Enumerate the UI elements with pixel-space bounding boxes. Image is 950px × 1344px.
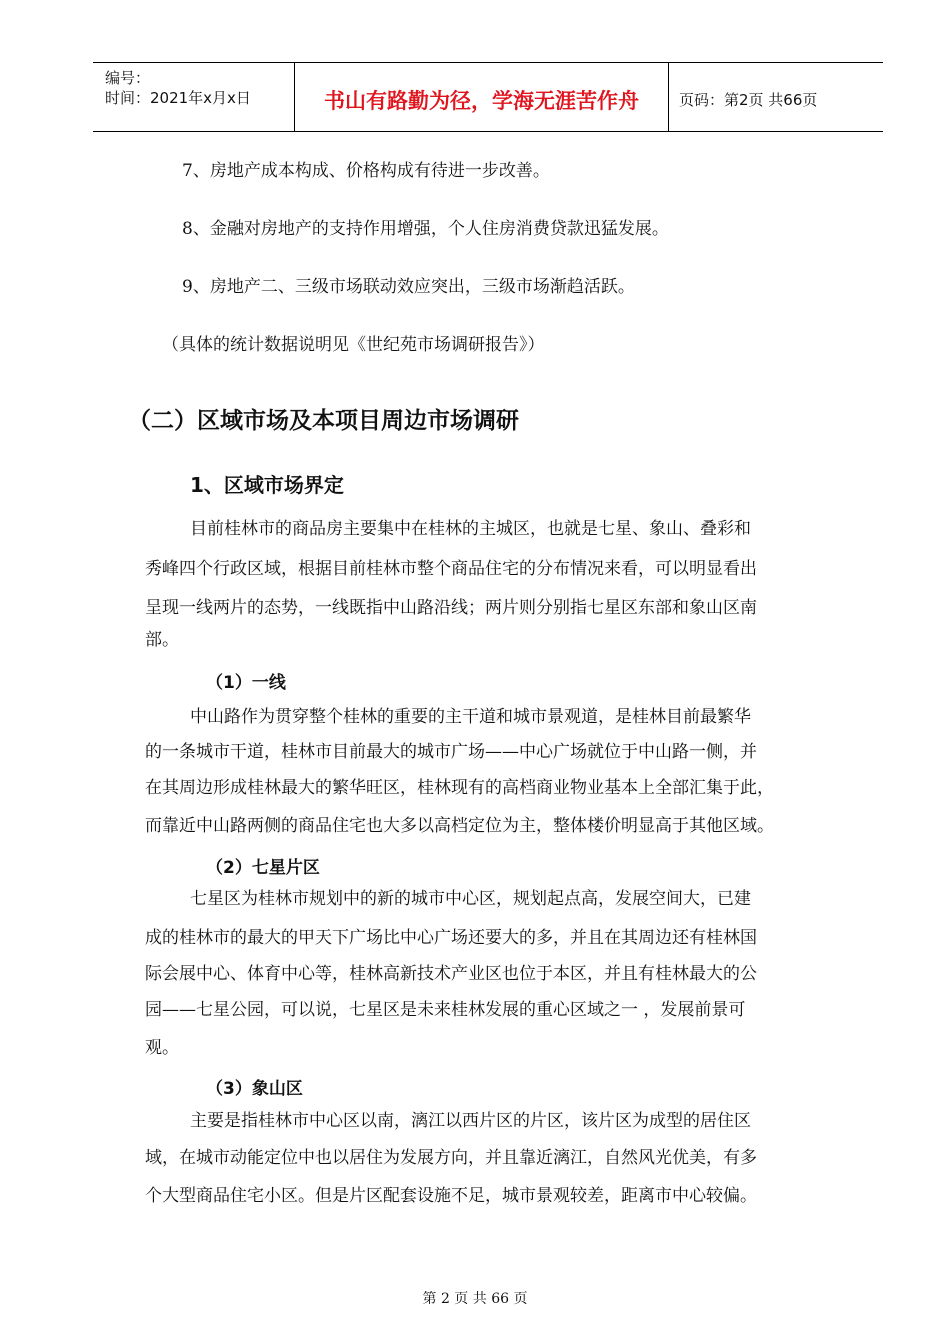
header-info-cell	[93, 63, 295, 131]
header-page-cell	[669, 63, 883, 131]
intro-line: 秀峰四个行政区域，根据目前桂林市整个商品住宅的分布情况来看，可以明显看出	[145, 559, 757, 579]
document-number-label: 编号：	[105, 69, 151, 87]
list-item-9: 9、房地产二、三级市场联动效应突出，三级市场渐趋活跃。	[182, 277, 635, 297]
list-item-8: 8、金融对房地产的支持作用增强，个人住房消费贷款迅猛发展。	[182, 219, 669, 239]
part-1-line: 而靠近中山路两侧的商品住宅也大多以高档定位为主，整体楼价明显高于其他区域。	[145, 816, 774, 836]
part-2-line: 七星区为桂林市规划中的新的城市中心区，规划起点高，发展空间大，已建	[190, 889, 751, 909]
intro-line: 呈现一线两片的态势，一线既指中山路沿线；两片则分别指七星区东部和象山区南	[145, 598, 757, 618]
part-2-line: 园——七星公园，可以说，七星区是未来桂林发展的重心区域之一 ，发展前景可	[145, 1000, 746, 1020]
part-3-line: 域，在城市动能定位中也以居住为发展方向，并且靠近漓江，自然风光优美，有多	[145, 1148, 757, 1168]
part-1-line: 的一条城市干道，桂林市目前最大的城市广场——中心广场就位于中山路一侧，并	[145, 742, 757, 762]
header-motto-cell	[295, 63, 669, 131]
part-2-line: 际会展中心、体育中心等，桂林高新技术产业区也位于本区，并且有桂林最大的公	[145, 964, 757, 984]
header-motto: 书山有路勤为径，学海无涯苦作舟	[324, 89, 639, 113]
part-2-line: 成的桂林市的最大的甲天下广场比中心广场还要大的多，并且在其周边还有桂林国	[145, 928, 757, 948]
part-3-line: 个大型商品住宅小区。但是片区配套设施不足，城市景观较差，距离市中心较偏。	[145, 1186, 757, 1206]
header-page-label: 页码：第2页 共66页	[679, 91, 818, 109]
intro-line: 部。	[145, 630, 179, 650]
statistics-note: （具体的统计数据说明见《世纪苑市场调研报告》）	[162, 335, 545, 355]
subsection-title: 1、区域市场界定	[190, 473, 344, 497]
part-3-line: 主要是指桂林市中心区以南，漓江以西片区的片区，该片区为成型的居住区	[190, 1111, 751, 1131]
part-2-line: 观。	[145, 1038, 179, 1058]
page-footer: 第 2 页 共 66 页	[422, 1291, 528, 1307]
part-2-title: （2）七星片区	[206, 858, 320, 878]
part-3-title: （3）象山区	[206, 1079, 303, 1099]
list-item-7: 7、房地产成本构成、价格构成有待进一步改善。	[182, 161, 550, 181]
document-time-label: 时间：2021年x月x日	[105, 89, 251, 107]
part-1-line: 中山路作为贯穿整个桂林的重要的主干道和城市景观道，是桂林目前最繁华	[190, 707, 751, 727]
page-header	[93, 62, 883, 132]
part-1-title: （1）一线	[206, 673, 286, 693]
intro-line: 目前桂林市的商品房主要集中在桂林的主城区，也就是七星、象山、叠彩和	[190, 519, 751, 539]
part-1-line: 在其周边形成桂林最大的繁华旺区，桂林现有的高档商业物业基本上全部汇集于此，	[145, 778, 774, 798]
section-title: （二）区域市场及本项目周边市场调研	[128, 408, 519, 434]
